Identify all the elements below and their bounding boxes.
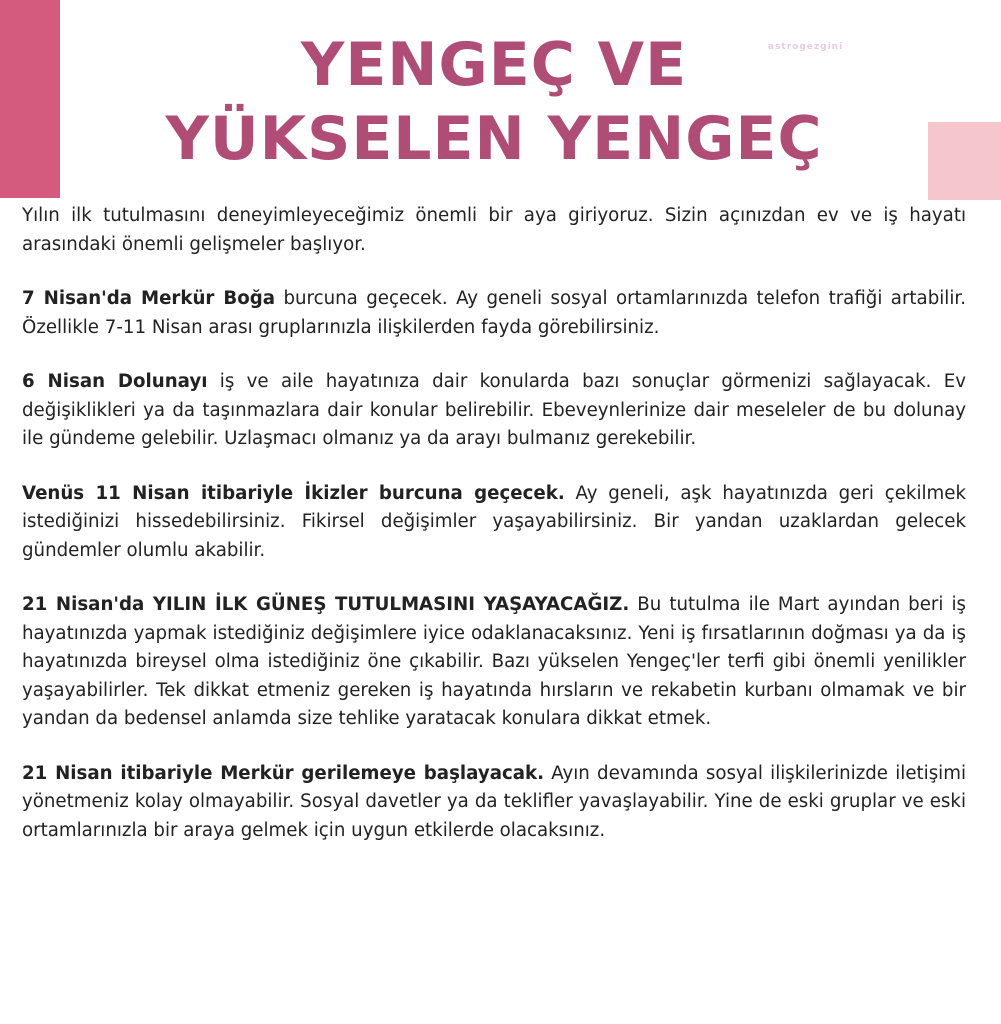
paragraph-lead: 6 Nisan Dolunayı xyxy=(22,371,208,392)
paragraph-text: burcuna geçecek. Ay geneli sosyal ortamlarınızda telefon trafiği artabilir. Özellikle 7-11 Nisan arası gruplarınızla ilişkilerden fayda görebilirsiniz. xyxy=(22,288,966,338)
paragraph-dolunay xyxy=(22,368,966,454)
paragraph-merkur-boga xyxy=(22,285,966,342)
paragraph-text: Ay geneli, aşk hayatınızda geri çekilmek istediğinizi hissedebilirsiniz. Fikirsel değişimler yaşayabilirsiniz. Bir yandan uzaklardan gelecek gündemler olumlu akabilir. xyxy=(22,482,966,561)
paragraph-lead: 7 Nisan'da Merkür Boğa xyxy=(22,288,276,309)
article-body xyxy=(22,202,966,871)
paragraph-gunes-tutulmasi xyxy=(22,591,966,734)
paragraph-lead: Venüs 11 Nisan itibariyle İkizler burcuna geçecek. xyxy=(22,482,565,504)
paragraph-merkur-gerileme xyxy=(22,760,966,846)
page-title xyxy=(60,28,928,176)
paragraph-text: iş ve aile hayatınıza dair konularda bazı sonuçlar görmenizi sağlayacak. Ev değişiklikleri ya da taşınmazlara dair konular belirebilir. Ebeveynlerinize dair meseleler de bu dolunay ile gündeme gelebilir. Uzlaşmacı olmanız ya da arayı bulmanız gerekebilir. xyxy=(22,371,966,449)
title-line-1: YENGEÇ VE xyxy=(300,30,688,100)
paragraph-lead: 21 Nisan itibariyle Merkür gerilemeye başlayacak. xyxy=(22,762,545,784)
pink-corner-block-right xyxy=(928,122,1001,200)
paragraph-venus-ikizler xyxy=(22,480,966,566)
pink-corner-block-left xyxy=(0,0,60,198)
paragraph-text: Yılın ilk tutulmasını deneyimleyeceğimiz önemli bir aya giriyoruz. Sizin açınızdan ev ve iş hayatı arasındaki önemli gelişmeler başlıyor. xyxy=(22,205,966,255)
paragraph-text: Ayın devamında sosyal ilişkilerinizde iletişimi yönetmeniz kolay olmayabilir. Sosyal davetler ya da teklifler yavaşlayabilir. Yine de eski gruplar ve eski ortamlarınızla bir araya gelmek için uygun etkilerde olacaksınız. xyxy=(22,762,966,841)
paragraph-text: Bu tutulma ile Mart ayından beri iş hayatınızda yapmak istediğiniz değişimlere iyice odaklanacaksınız. Yeni iş fırsatlarının doğması ya da iş hayatınızda bireysel olma istediğiniz öne çıkabilir. Bazı yükselen Yengeç'ler terfi gibi önemli yenilikler yaşayabilirler. Tek dikkat etmeniz gereken iş hayatında hırsların ve rekabetin kurbanı olmamak ve bir yandan da bedensel anlamda size tehlike yaratacak konulara dikkat etmek. xyxy=(22,594,966,729)
paragraph-lead: 21 Nisan'da YILIN İLK GÜNEŞ TUTULMASINI YAŞAYACAĞIZ. xyxy=(22,594,630,615)
paragraph-intro xyxy=(22,202,966,259)
title-line-2: YÜKSELEN YENGEÇ xyxy=(165,104,823,174)
watermark: astrogezgini xyxy=(768,42,844,52)
